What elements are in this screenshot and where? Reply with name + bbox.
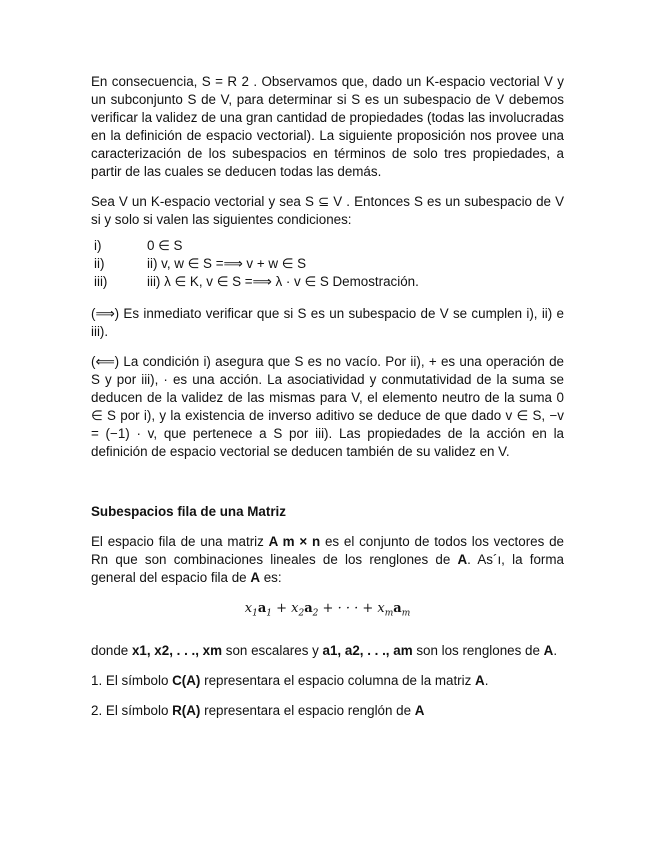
- row-space-paragraph: El espacio fila de una matriz A m × n es el conjunto de todos los vectores de Rn que son combinaciones lineales de los renglones de A. As´ı, la forma general del espacio fila de A es:: [91, 534, 564, 585]
- condition-text: iii) λ ∈ K, v ∈ S =⟹ λ · v ∈ S Demostración.: [147, 274, 419, 289]
- condition-item: [91, 255, 564, 273]
- row-space-formula: $x_1a_1 + x_2a_2$ + · · · + $x_ma_m$: [244, 601, 411, 619]
- condition-text: 0 ∈ S: [147, 238, 183, 253]
- condition-item: [91, 237, 564, 255]
- intro-paragraph: En consecuencia, S = R 2 . Observamos que, dado un K-espacio vectorial V y un subconjunto S de V, para determinar si S es un subespacio de V debemos verificar la validez de una gran cantidad de propiedades (todas las involucradas en la definición de espacio vectorial). La siguiente proposición nos provee una caracterización de los subespacios en términos de solo tres propiedades, a partir de las cuales se deducen todas las demás.: [91, 74, 564, 179]
- forward-proof-paragraph: (⟹) Es inmediato verificar que si S es un subespacio de V se cumplen i), ii) e iii).: [91, 306, 564, 339]
- condition-text: ii) v, w ∈ S =⟹ v + w ∈ S: [147, 256, 307, 271]
- proposition-paragraph: Sea V un K-espacio vectorial y sea S ⊆ V . Entonces S es un subespacio de V si y solo si valen las siguientes condiciones:: [91, 194, 564, 227]
- conditions-list: [91, 237, 564, 291]
- condition-item: [91, 273, 564, 291]
- section-heading: Subespacios fila de una Matriz: [91, 504, 286, 519]
- matrix-label: A m × n: [268, 534, 321, 549]
- note-row-space: 2. El símbolo R(A) representara el espacio renglón de A: [91, 702, 425, 718]
- document-body: [91, 73, 564, 732]
- condition-number: ii): [94, 256, 105, 271]
- backward-proof-paragraph: (⟸) La condición i) asegura que S es no vacío. Por ii), + es una operación de S y por iii), · es una acción. La asociatividad y conmutatividad de la suma se deducen de la validez de las mismas para V, el elemento neutro de la suma 0 ∈ S por i), y la existencia de inverso aditivo se deduce de que dado v ∈ S, −v = (−1) · v, que pertenece a S por iii). Las propiedades de la acción en la definición de espacio vectorial se deducen también de su validez en V.: [91, 354, 564, 459]
- condition-number: i): [94, 238, 102, 253]
- note-column-space: 1. El símbolo C(A) representara el espacio columna de la matriz A.: [91, 672, 489, 688]
- where-paragraph: donde x1, x2, . . ., xm son escalares y a1, a2, . . ., am son los renglones de A.: [91, 642, 558, 658]
- condition-number: iii): [94, 274, 108, 289]
